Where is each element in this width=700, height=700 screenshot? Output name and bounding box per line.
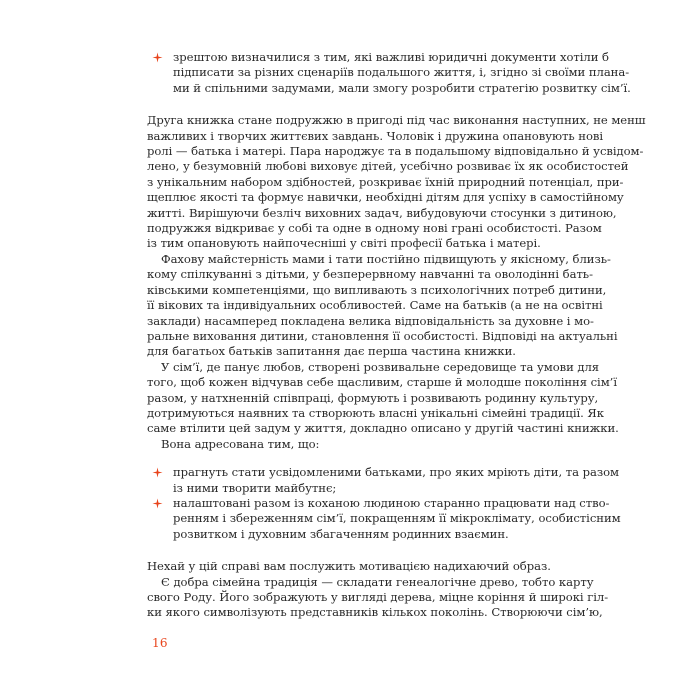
text-line: ренням і збереженням сім’ї, покращенням її мікроклімату, особистісним [173,511,621,526]
text-line: прагнуть стати усвідомленими батьками, про яких мріють діти, та разом [173,465,619,480]
paragraph [147,359,619,437]
text-line: для багатьох батьків запитання дає перша частина книжки. [147,344,516,359]
text-line: свого Роду. Його зображують у вигляді дерева, міцне коріння й широкі гіл- [147,590,609,604]
text-line: Є добра сімейна традиція — складати генеалогічне древо, тобто карту [161,574,594,589]
sparkle-star-icon [152,498,163,509]
text-line: лено, у безумовній любові виховує дітей, усебічно розвиває їх як особистостей [147,159,629,174]
text-line: зрештою визначилися з тим, які важливі юридичні документи хотіли б [173,50,609,64]
text-line: її вікових та індивідуальних особливостей. Саме на батьків (а не на освітні [147,298,603,313]
paragraph [147,574,609,621]
text-line: підписати за різних сценаріїв подальшого життя, і, згідно зі своїми плана- [173,65,630,80]
bullet-item-top [147,50,631,96]
text-line: дотримуються наявних та створюють власні унікальні сімейні традиції. Як [147,405,604,420]
text-line: з унікальним набором здібностей, розкриває їхній природний потенціал, при- [147,174,624,189]
text-line: щеплює якості та формує навички, необхідні дітям для успіху в самостійному [147,190,624,205]
text-line: житті. Вирішуючи безліч виховних задач, вибудовуючи стосунки з дитиною, [147,205,617,220]
paragraph [147,113,646,252]
text-line: ківськими компетенціями, що випливають з психологічних потреб дитини, [147,282,607,297]
text-line: саме втілити цей задум у життя, докладно описано у другій частині книжки. [147,421,619,436]
page-number: 16 [152,636,168,650]
text-line: важливих і творчих життєвих завдань. Чоловік і дружина опановують нові [147,128,604,143]
text-line: Друга книжка стане подружжю в пригоді під час виконання наступних, не менш [147,113,646,128]
text-line: ки якого символізують представників кількох поколінь. Створюючи сім’ю, [147,605,603,620]
text-line: із тим опановують найпочесніші у світі професії батька і матері. [147,236,541,251]
paragraph [147,251,618,360]
text-line: Фахову майстерність мами і тати постійно підвищують у якісному, близь- [161,251,611,266]
text-line: заклади) насамперед покладена велика відповідальність за духовне і мо- [147,313,594,328]
text-line: ми й спільними задумами, мали змогу розробити стратегію розвитку сім’ї. [173,80,631,95]
text-line: розвитком і духовним збагаченням родинних взаємин. [173,526,509,541]
text-line: ролі — батька і матері. Пара народжує та в подальшому відповідально й усвідом- [147,144,644,159]
bullet-item [147,495,621,542]
text-line: разом, у натхненній співпраці, формують і розвивають родинну культуру, [147,390,599,405]
text-line: того, щоб кожен відчував себе щасливим, старше й молодше покоління сім’ї [147,375,617,390]
book-page-text [147,50,646,621]
text-line: кому спілкуванні з дітьми, у безперервному навчанні та оволодінні бать- [147,267,593,282]
paragraph [147,437,557,452]
text-line: Нехай у цій справі вам послужить мотивацією надихаючий образ. [147,559,551,574]
paragraph [147,559,557,574]
bullet-item [147,465,619,496]
text-line: налаштовані разом із коханою людиною старанно працювати над ство- [173,495,610,510]
text-line: із ними творити майбутнє; [173,480,337,495]
text-line: У сім’ї, де панує любов, створені розвивальне середовище та умови для [161,359,600,374]
text-line: ральне виховання дитини, становлення її особистості. Відповіді на актуальні [147,328,618,343]
sparkle-star-icon [152,467,163,478]
text-line: подружжя відкриває у собі та одне в одному нові грані особистості. Разом [147,221,602,236]
text-line: Вона адресована тим, що: [161,436,320,451]
sparkle-star-icon [152,52,163,63]
